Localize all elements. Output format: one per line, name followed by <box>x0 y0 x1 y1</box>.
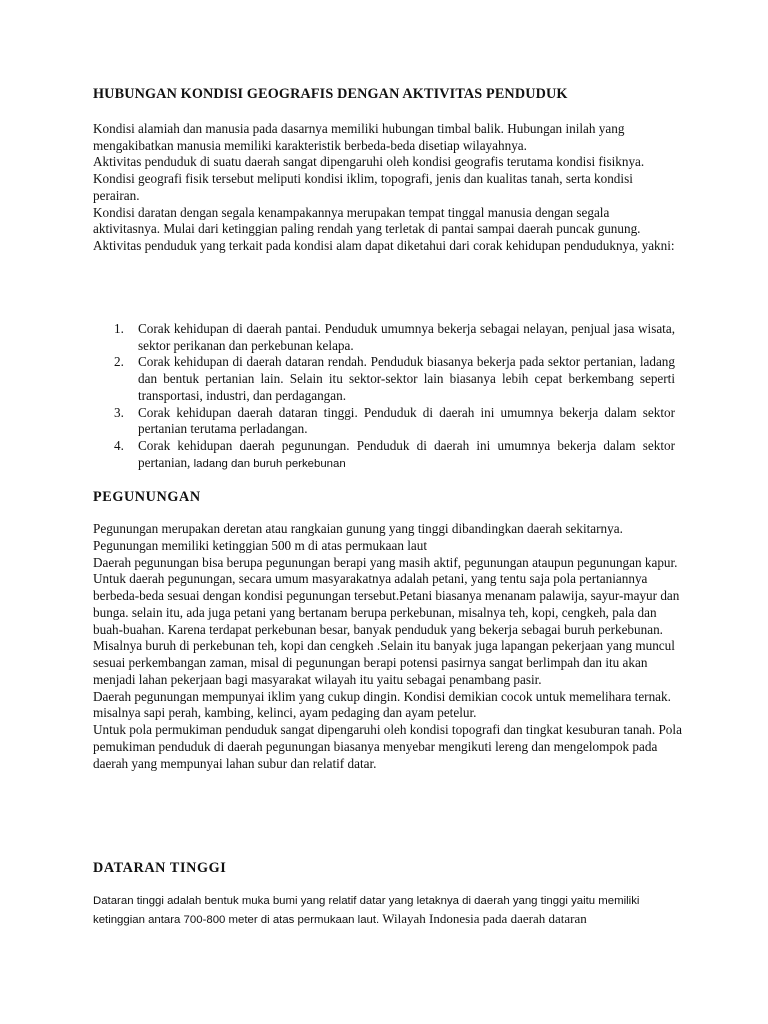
list-item-number: 4. <box>114 437 124 453</box>
intro-paragraph: Kondisi alamiah dan manusia pada dasarnya memiliki hubungan timbal balik. Hubungan inilah yang mengakibatkan manusia memiliki karakteristik berbeda-beda disetiap wilayahnya. <box>93 121 625 153</box>
list-item-text-tail: ladang dan buruh perkebunan <box>193 457 346 470</box>
list-item <box>93 321 675 354</box>
list-item-number: 3. <box>114 404 124 420</box>
intro-paragraph: Aktivitas penduduk di suatu daerah sangat dipengaruhi oleh kondisi geografis terutama kondisi fisiknya. Kondisi geografi fisik tersebut meliputi kondisi iklim, topografi, jenis dan kualitas tanah, serta kondisi perairan. <box>93 154 645 203</box>
dataran-tinggi-section <box>93 891 693 929</box>
document-title: HUBUNGAN KONDISI GEOGRAFIS DENGAN AKTIVITAS PENDUDUK <box>93 86 568 102</box>
intro-paragraph: Kondisi daratan dengan segala kenampakannya merupakan tempat tinggal manusia dengan segala aktivitasnya. Mulai dari ketinggian paling rendah yang terletak di pantai sampai daerah puncak gunung. <box>93 204 641 237</box>
pegunungan-paragraph: Daerah pegunungan bisa berupa pegunungan berapi yang masih aktif, pegunungan ataupun pegunungan kapur. Untuk daerah pegunungan, secara umum masyarakatnya adalah petani, yang tentu saja pola pertaniannya berbeda-beda sesuai dengan kondisi pegunungan tersebut.Petani biasanya menanam palawija, sayur-mayur dan bunga. selain itu, ada juga petani yang bertanam berupa perkebunan, misalnya teh, kopi, cengkeh, pala dan buah-buahan. Karena terdapat perkebunan besar, banyak penduduk yang bekerja sebagai buruh perkebunan. Misalnya buruh di perkebunan teh, kopi dan cengkeh .Selain itu banyak juga lapangan pekerjaan yang muncul sesuai perkembangan zaman, misal di pegunungan berapi potensi pasirnya sangat berlimpah dan itu akan menjadi lahan pekerjaan bagi masyarakat wilayah itu yaitu sebagai penambang pasir. <box>93 554 680 687</box>
intro-paragraph: Aktivitas penduduk yang terkait pada kondisi alam dapat diketahui dari corak kehidupan penduduknya, yakni: <box>93 237 675 253</box>
list-item-number: 1. <box>114 321 124 336</box>
dataran-tinggi-sans-text: Dataran tinggi adalah bentuk muka bumi yang relatif datar yang letaknya di daerah yang tinggi yaitu memiliki ketinggian antara 700-800 meter di atas permukaan laut. <box>93 895 640 926</box>
section-heading-pegunungan: PEGUNUNGAN <box>93 489 201 505</box>
activity-list <box>93 321 675 472</box>
list-item-text: Corak kehidupan di daerah pantai. Penduduk umumnya bekerja sebagai nelayan, penjual jasa wisata, sektor perikanan dan perkebunan kelapa. <box>138 321 675 353</box>
list-item-text: Corak kehidupan daerah pegunungan. Penduduk di daerah ini umumnya bekerja dalam sektor pertanian, <box>138 437 675 470</box>
list-item-text: Corak kehidupan daerah dataran tinggi. Penduduk di daerah ini umumnya bekerja dalam sektor pertanian terutama perladangan. <box>138 404 675 437</box>
pegunungan-section <box>93 521 683 772</box>
list-item-number: 2. <box>114 354 124 370</box>
dataran-tinggi-serif-text: Wilayah Indonesia pada daerah dataran <box>379 911 587 926</box>
list-item-text: Corak kehidupan di daerah dataran rendah. Penduduk biasanya bekerja pada sektor pertanian, ladang dan bentuk pertanian lain. Selain itu sektor-sektor lain biasanya lebih cepat berkembang seperti transportasi, industri, dan perdagangan. <box>138 354 675 403</box>
section-heading-dataran-tinggi: DATARAN TINGGI <box>93 860 227 876</box>
list-item <box>93 438 675 472</box>
pegunungan-paragraph: Daerah pegunungan mempunyai iklim yang cukup dingin. Kondisi demikian cocok untuk memelihara ternak. misalnya sapi perah, kambing, kelinci, ayam pedaging dan ayam petelur. <box>93 688 671 721</box>
dataran-tinggi-paragraph <box>93 891 693 929</box>
intro-section <box>93 121 678 255</box>
list-item <box>93 405 675 438</box>
pegunungan-paragraph: Pegunungan merupakan deretan atau rangkaian gunung yang tinggi dibandingkan daerah sekitarnya. Pegunungan memiliki ketinggian 500 m di atas permukaan laut <box>93 521 623 553</box>
pegunungan-paragraph: Untuk pola permukiman penduduk sangat dipengaruhi oleh kondisi topografi dan tingkat kesuburan tanah. Pola pemukiman penduduk di daerah pegunungan biasanya menyebar mengikuti lereng dan mengelompok pada daerah yang mempunyai lahan subur dan relatif datar. <box>93 722 682 771</box>
list-item <box>93 354 675 404</box>
